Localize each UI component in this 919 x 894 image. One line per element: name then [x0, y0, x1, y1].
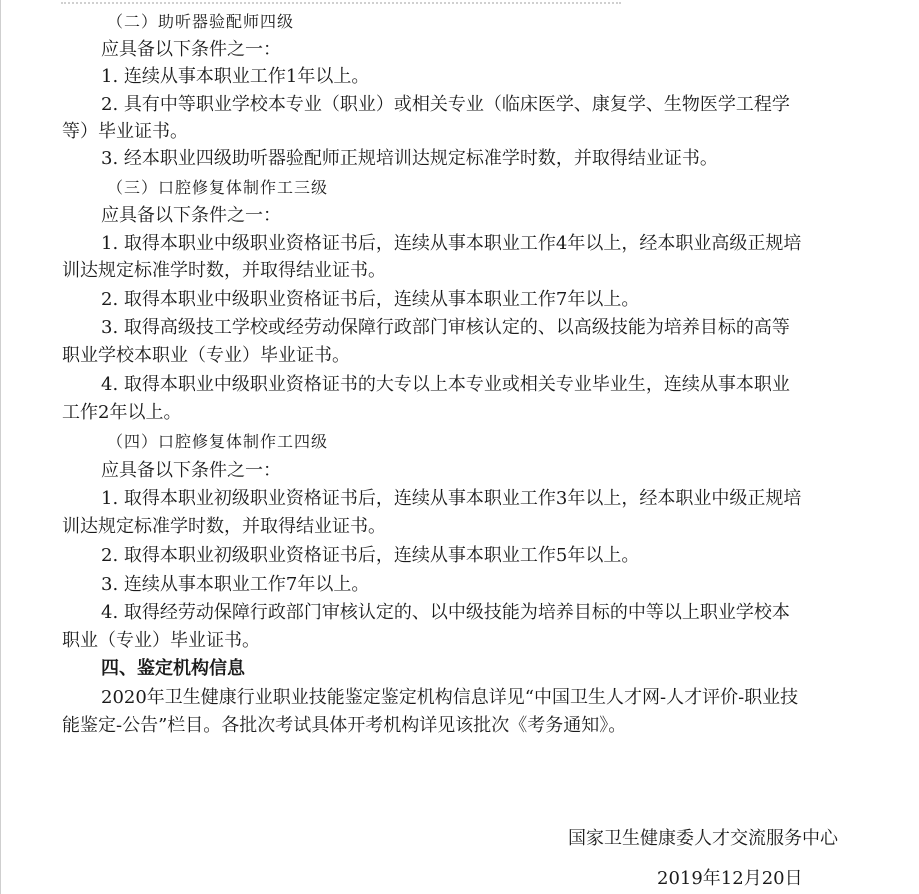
list-item: 2. 取得本职业初级职业资格证书后，连续从事本职业工作5年以上。 [101, 545, 640, 566]
list-item: 2. 具有中等职业学校本专业（职业）或相关专业（临床医学、康复学、生物医学工程学 [101, 94, 790, 115]
section-intro: 应具备以下条件之一： [101, 460, 281, 481]
list-item-continuation: 职业学校本职业（专业）毕业证书。 [62, 345, 350, 366]
paragraph-line: 2020年卫生健康行业职业技能鉴定鉴定机构信息详见“中国卫生人才网-人才评价-职业技 [101, 687, 799, 708]
list-item: 3. 取得高级技工学校或经劳动保障行政部门审核认定的、以高级技能为培养目标的高等 [101, 317, 790, 338]
list-item-continuation: 工作2年以上。 [62, 402, 182, 423]
section-heading-dental-prosthesis-level3: （三）口腔修复体制作工三级 [107, 178, 329, 197]
section-heading-hearing-aid-level4: （二）助听器验配师四级 [107, 12, 295, 31]
section-intro: 应具备以下条件之一： [101, 205, 281, 226]
list-item: 1. 取得本职业中级职业资格证书后，连续从事本职业工作4年以上，经本职业高级正规培 [101, 233, 802, 254]
list-item: 4. 取得本职业中级职业资格证书的大专以上本专业或相关专业毕业生，连续从事本职业 [101, 374, 790, 395]
section-intro: 应具备以下条件之一： [101, 39, 281, 60]
issue-date: 2019年12月20日 [657, 868, 803, 889]
list-item: 3. 经本职业四级助听器验配师正规培训达规定标准学时数，并取得结业证书。 [101, 148, 718, 169]
list-item-continuation: 训达规定标准学时数，并取得结业证书。 [62, 260, 386, 281]
list-item: 1. 取得本职业初级职业资格证书后，连续从事本职业工作3年以上，经本职业中级正规培 [101, 488, 802, 509]
cut-off-text-fragment [61, 0, 621, 4]
list-item-continuation: 训达规定标准学时数，并取得结业证书。 [62, 516, 386, 537]
list-item-continuation: 职业（专业）毕业证书。 [62, 630, 260, 651]
list-item: 2. 取得本职业中级职业资格证书后，连续从事本职业工作7年以上。 [101, 289, 640, 310]
list-item-continuation: 等）毕业证书。 [62, 121, 188, 142]
section-heading-agency-info: 四、鉴定机构信息 [101, 658, 245, 679]
list-item: 4. 取得经劳动保障行政部门审核认定的、以中级技能为培养目标的中等以上职业学校本 [101, 602, 790, 623]
paragraph-line: 能鉴定-公告”栏目。各批次考试具体开考机构详见该批次《考务通知》。 [62, 715, 627, 736]
list-item: 3. 连续从事本职业工作7年以上。 [101, 574, 370, 595]
list-item: 1. 连续从事本职业工作1年以上。 [101, 66, 370, 87]
section-heading-dental-prosthesis-level4: （四）口腔修复体制作工四级 [107, 432, 329, 451]
issuing-organization: 国家卫生健康委人才交流服务中心 [568, 828, 838, 849]
